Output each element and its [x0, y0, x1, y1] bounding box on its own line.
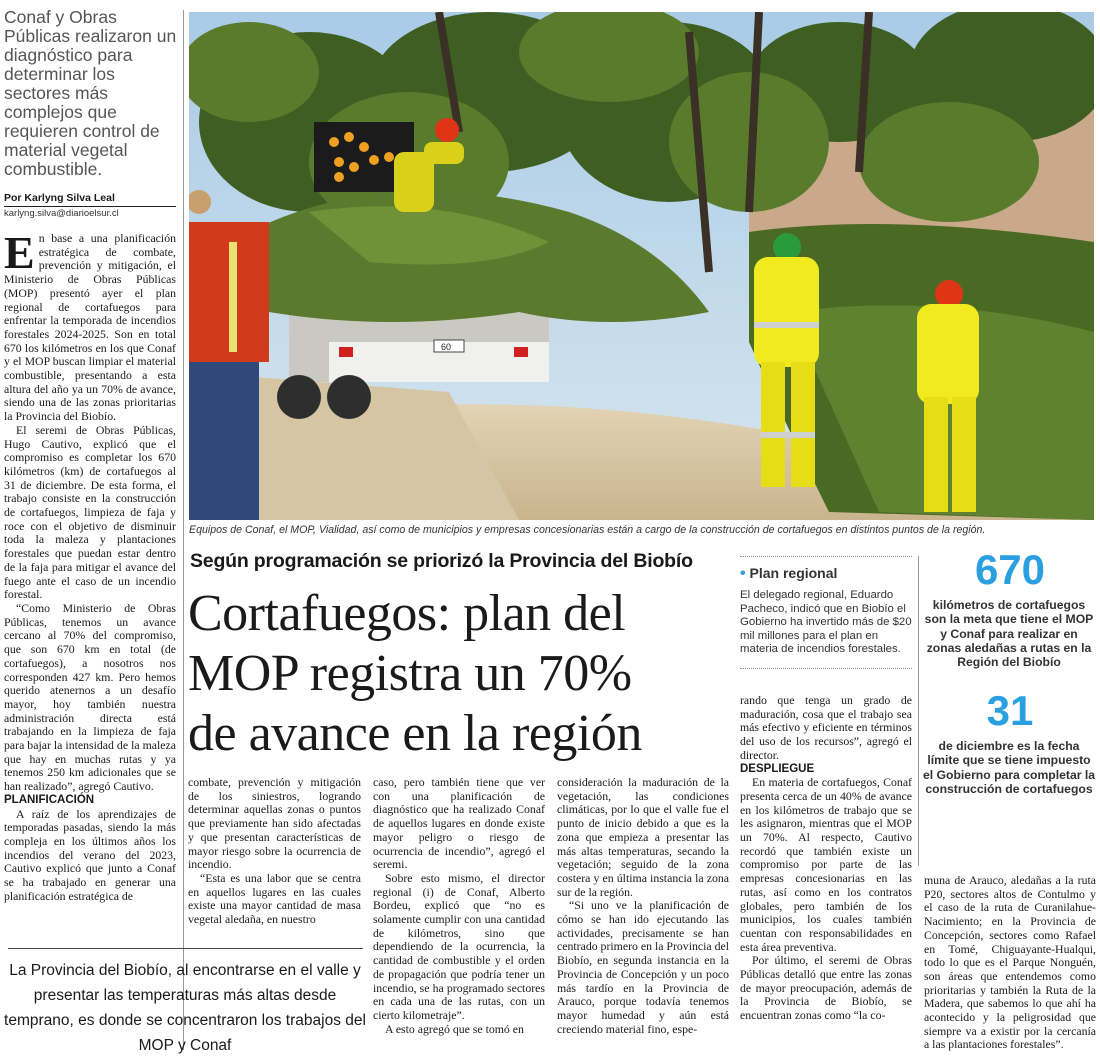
section-subhead: DESPLIEGUE — [740, 762, 815, 775]
pullquote-rule — [8, 948, 363, 949]
author-email[interactable]: karlyng.silva@diarioelsur.cl — [4, 208, 119, 219]
divider — [740, 668, 912, 669]
column-rule — [918, 556, 919, 866]
bullet-dot-icon: • — [740, 565, 746, 582]
svg-text:60: 60 — [441, 342, 452, 352]
byline: Por Karlyng Silva Leal — [4, 192, 176, 207]
road-work-scene-illustration — [189, 12, 1094, 520]
drop-cap: E — [4, 227, 35, 278]
plan-regional-box — [740, 556, 912, 657]
paragraph: Por último, el seremi de Obras Públicas detalló que entre las zonas de mayor preocupación, además de la Provincia de Biobío, se encuentran zonas como “la co- — [740, 953, 912, 1023]
article-column-2 — [188, 776, 361, 927]
stat-number-670: 670 — [974, 546, 1046, 593]
section-subhead: PLANIFICACIÓN — [4, 793, 95, 806]
stat-text-670: kilómetros de cortafuegos son la meta que tiene el MOP y Conaf para realizar en zonas aledañas a rutas en la Región del Biobío — [924, 598, 1094, 670]
paragraph: rando que tenga un grado de maduración, cosa que el trabajo sea más efectivo y eficiente en términos del uso de los recursos”, agregó el director. — [740, 693, 912, 762]
article-column-1 — [4, 227, 176, 903]
paragraph: consideración la maduración de la vegetación, las condiciones climáticas, por lo que el valle fue el punto de inicio debido a que es la zona que empieza a presentar las más altas temperaturas, secando la vegetación; seguido de la zona costera y en última instancia la zona sur de la región. — [557, 775, 729, 899]
kicker: Según programación se priorizó la Provincia del Biobío — [190, 550, 693, 572]
photo-caption: Equipos de Conaf, el MOP, Vialidad, así como de municipios y empresas concesionarias están a cargo de la construcción de cortafuegos en distintos puntos de la región. — [189, 524, 986, 536]
article-column-4 — [557, 776, 729, 1036]
paragraph: “Si uno ve la planificación de cómo se han ido ejecutando las actividades, precisamente se han centrado primero en la Provincia del Biobío, en segunda instancia en la Provincia de Concepción y un poco más tardío en la Provincia de Arauco, porque todavía tenemos mayor humedad y aún está creciendo material fino, espe- — [557, 898, 729, 1036]
article-column-3 — [373, 776, 545, 1036]
article-column-5 — [740, 694, 912, 1023]
plan-title: • Plan regional — [740, 565, 838, 582]
paragraph: En materia de cortafuegos, Conaf presenta cerca de un 40% de avance en los kilómetros de trabajo que se les asignaron, mientras que el MOP un 70%. Al respecto, Cautivo recordó que también existe un compromiso por parte de las empresas concesionarias en las rutas, así como en los contratos globales, pero también de los municipios, los cuales también cuentan con responsabilidades en esta área preventiva. — [740, 775, 912, 954]
paragraph: El seremi de Obras Públicas, Hugo Cautivo, explicó que el compromiso es completar los 670 kilómetros (km) de cortafuegos al 31 de diciembre. De esta forma, el trabajo consiste en la construcción de cortafuegos, limpieza de faja y roce con el objetivo de disminuir toda la maleza y plantaciones forestales que puedan estar dentro de la faja para mitigar el avance del fuego ante el caso de un incendio forestal. — [4, 422, 176, 602]
news-photo — [189, 12, 1094, 520]
paragraph: caso, pero también tiene que ver con una planificación de diagnóstico que ha realizado Conaf de aquellos lugares en donde existe mayor peligro o riesgo de ocurrencia de incendio”, agregó el seremi. — [373, 775, 545, 872]
paragraph: En base a una planificación estratégica de combate, prevención y mitigación, el Ministerio de Obras Públicas (MOP) presentó ayer el plan regional de cortafuegos para enfrentar la temporada de incendios forestales 2024-2025. Son en total 670 los kilómetros en los que Conaf y el MOP buscan limpiar el material combustible, presentando a esta altura del año ya un 70% de avance, siendo una de las zonas prioritarias la Provincia del Biobío. — [4, 227, 176, 424]
paragraph: muna de Arauco, aledañas a la ruta P20, sectores altos de Contulmo y el caso de la ruta de Curanilahue-Nacimiento; en la Provincia de Concepción, sectores como Rafael en Tomé, Chiguayante-Hualqui, todo lo que es el Parque Nonguén, son áreas que entendemos como prioritarias y también la Ruta de la Madera, que sabemos lo que ahí ha acontecido y la peligrosidad que siempre va a existir por la cercanía a las plantaciones forestales”. — [924, 873, 1096, 1052]
lead-summary: Conaf y Obras Públicas realizaron un diagnóstico para determinar los sectores más complejos que requieren control de material vegetal combustible. — [4, 7, 177, 179]
stat-text-31: de diciembre es la fecha límite que se tiene impuesto el Gobierno para completar la construcción de cortafuegos — [922, 739, 1096, 796]
paragraph: Sobre esto mismo, el director regional (i) de Conaf, Alberto Bordeu, explicó que “no es solamente cumplir con una cantidad de kilómetros, sino que dependiendo de la ocurrencia, la cantidad de combustible y el orden de propagación que podría tener un incendio, se ha programado sectores en cada una de las rutas, con un cierto kilometraje”. — [373, 870, 545, 1022]
pull-quote: La Provincia del Biobío, al encontrarse en el valle y presentar las temperaturas más altas desde temprano, es donde se concentraron los trabajos del MOP y Conaf — [4, 962, 366, 1054]
paragraph: A raíz de los aprendizajes de temporadas pasadas, siendo la más compleja en los últimos años los incendios del verano del 2023, Cautivo explicó que junto a Conaf se ha trabajado en generar una planificación estratégica de — [4, 806, 176, 903]
headline — [188, 584, 733, 764]
paragraph: A esto agregó que se tomó en — [385, 1021, 524, 1036]
paragraph: “Como Ministerio de Obras Públicas, tenemos un avance cercano al 70% del compromiso, que son 670 km en total (de cortafuegos), a nosotros nos corresponden 427 km. Pero hemos querido atenernos a un desafío mayor, hoy también nuestra administración directa está trabajando en la limpieza de faja para bajar la intensidad de la maleza que hay en muchas rutas y ya tenemos 250 km adicionales que se han realizado”, agregó Cautivo. — [4, 600, 176, 794]
paragraph: “Esta es una labor que se centra en aquellos lugares en las cuales existe una mayor cantidad de masa vegetal aledaña, en nuestro — [188, 870, 361, 927]
paragraph: combate, prevención y mitigación de los siniestros, logrando determinar aquellas zonas o puntos que previamente han sido afectadas y que presentan características de mayor riesgo sobre la ocurrencia de incendio. — [188, 775, 361, 872]
headline-line: MOP registra un 70% — [188, 645, 632, 702]
column-rule — [183, 10, 184, 1050]
plan-body: El delegado regional, Eduardo Pacheco, indicó que en Biobío el Gobierno ha invertido más de $20 mil millones para el plan en materia de incendios forestales. — [740, 589, 912, 655]
stat-number-31: 31 — [986, 687, 1034, 734]
headline-line: Cortafuegos: plan del — [188, 585, 626, 642]
article-column-6 — [924, 874, 1096, 1052]
headline-line: de avance en la región — [188, 705, 642, 762]
